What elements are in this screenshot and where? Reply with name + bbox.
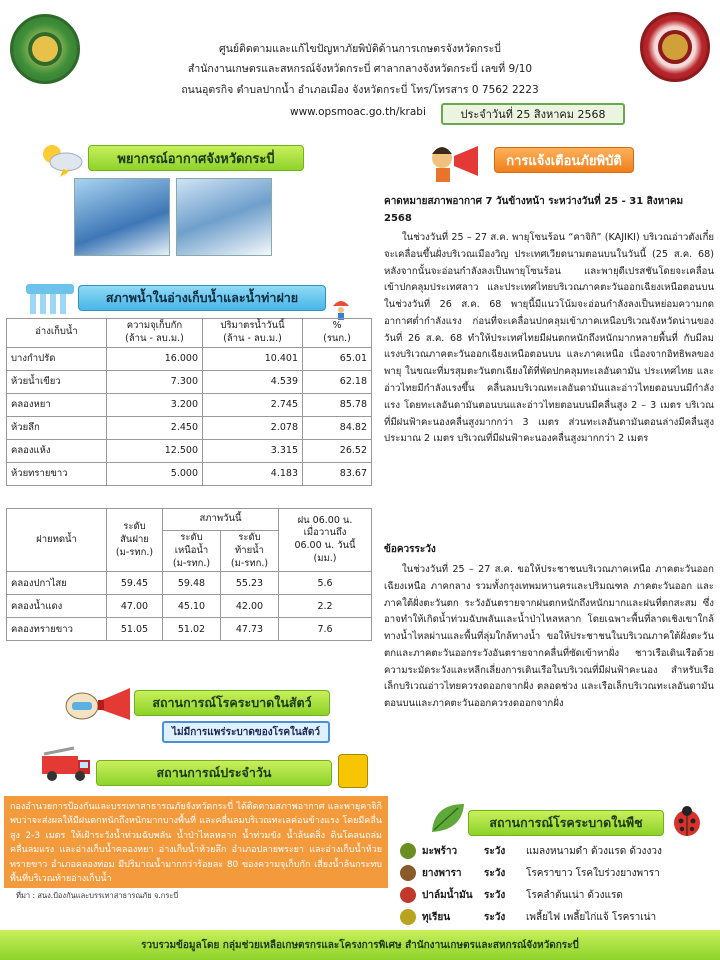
weir-value: 51.05: [107, 618, 163, 641]
weather-forecast-image-1[interactable]: [74, 178, 170, 256]
reservoir-value: 65.01: [303, 347, 372, 370]
reservoir-value: 62.18: [303, 370, 372, 393]
alert-level: ระวัง: [484, 845, 506, 857]
reservoir-value: 16.000: [107, 347, 203, 370]
reservoir-name: ห้วยลึก: [7, 416, 107, 439]
megaphone-kid-icon: [428, 140, 498, 182]
footer-credit: รวบรวมข้อมูลโดย กลุ่มช่วยเหลือเกษตรกรและโครงการพิเศษ สำนักงานเกษตรและสหกรณ์จังหวัดกระบี่: [0, 930, 720, 960]
animal-status-box: ไม่มีการแพร่ระบาดของโรคในสัตว์: [162, 721, 330, 743]
weir-name: คลองปกาไสย: [7, 572, 107, 595]
weir-name: คลองทรายขาว: [7, 618, 107, 641]
ladybug-icon: [670, 804, 704, 838]
crop-name: ปาล์มน้ำมัน: [422, 889, 473, 901]
crop-icon: [400, 909, 416, 925]
reservoir-row: [7, 416, 372, 439]
website-link[interactable]: www.opsmoac.go.th/krabi: [290, 106, 426, 118]
crop-name: ยางพารา: [422, 867, 462, 879]
reservoir-name: ห้วยทรายขาว: [7, 462, 107, 485]
reservoir-value: 5.000: [107, 462, 203, 485]
weather-section-title: พยากรณ์อากาศจังหวัดกระบี่: [88, 145, 304, 171]
crop-name: ทุเรียน: [422, 911, 451, 923]
weir-name: คลองน้ำแดง: [7, 595, 107, 618]
animal-section-title: สถานการณ์โรคระบาดในสัตว์: [134, 690, 330, 716]
weir-header-name: ฝายทดน้ำ: [7, 509, 107, 572]
weir-value: 47.73: [221, 618, 279, 641]
reservoir-value: 3.315: [203, 439, 303, 462]
alert-level: ระวัง: [484, 867, 506, 879]
reservoir-value: 3.200: [107, 393, 203, 416]
reservoir-value: 26.52: [303, 439, 372, 462]
reservoir-row: [7, 347, 372, 370]
weir-value: 7.6: [279, 618, 372, 641]
weir-value: 55.23: [221, 572, 279, 595]
crop-icon: [400, 887, 416, 903]
weir-header-upstream: ระดับ เหนือน้ำ (ม-รทก.): [163, 531, 221, 572]
reservoir-row: [7, 393, 372, 416]
crop-icon: [400, 865, 416, 881]
plant-row: [400, 840, 710, 862]
report-date: ประจำวันที่ 25 สิงหาคม 2568: [441, 103, 625, 125]
pest-list: แมลงหนามดำ ด้วงแรด ด้วงงวง: [526, 845, 662, 857]
cow-megaphone-icon: [60, 682, 140, 722]
daily-situation-text: กองอำนวยการป้องกันและบรรเทาสาธารณภัยจังหวัดกระบี่ ได้ติดตามสภาพอากาศ และพายุคาจิกิ พบว่าจะส่งผลให้มีฝนตกหนักถึงหนักมากบางพื้นที่ และคลื่นลมบริเวณทะเลค่อนข้างแรง โดยมีคลื่น สูง 2-3 เมตร ให้เฝ้าระวังน้ำท่วมฉับพลัน น้ำป่าไหลหลาก น้ำท่วมขัง น้ำล้นตลิ่ง ดินโคลนถล่ม คลื่นลมแรง และอ่างเก็บน้ำคลองหยา อ่างเก็บน้ำห้วยลึก อำเภอปลายพระยา และอ่างเก็บน้ำห้วยทรายขาว อำเภอคลองท่อม มีปริมาณน้ำมากกว่าร้อยละ 80 ของความจุเก็บกัก เสี่ยงน้ำล้นกระทบพื้นที่บริเวณท้ายอ่างเก็บน้ำ: [10, 802, 382, 884]
pest-list: โรคราขาว โรคใบร่วงยางพารา: [526, 867, 660, 879]
crop-icon: [400, 843, 416, 859]
plant-section-title: สถานการณ์โรคระบาดในพืช: [468, 810, 664, 836]
reservoir-header-percent: % (รนก.): [303, 319, 372, 348]
reservoir-header-volume: ปริมาตรน้ำวันนี้ (ล้าน - ลบ.ม.): [203, 319, 303, 348]
plant-row: [400, 862, 710, 884]
alert-level: ระวัง: [484, 889, 506, 901]
alert-caution-text: ในช่วงวันที่ 25 – 27 ส.ค. ขอให้ประชาชนบริเวณภาคเหนือ ภาคตะวันออกเฉียงเหนือ ภาคกลาง รวมทั้งกรุงเทพมหานครและปริมณฑล ภาคตะวันออก และภาคใต้ฝั่งตะวันตก ระวังอันตรายจากฝนตกหนักถึงหนักมากและฝนที่ตกสะสม ซึ่งอาจทำให้เกิดน้ำท่วมฉับพลันและน้ำป่าไหลหลาก โดยเฉพาะพื้นที่ลาดเชิงเขาใกล้ทางน้ำไหลผ่านและพื้นที่ลุ่มใกล้ทางน้ำ ขอให้ประชาชนในบริเวณภาคใต้ฝั่งตะวันตกและภาคตะวันออกระวังอันตรายจากคลื่นที่ซัดเข้าหาฝั่ง ชาวเรือเดินเรือด้วยความระมัดระวังและหลีกเลี่ยงการเดินเรือในบริเวณที่มีฝนฟ้าคะนอง สำหรับเรือเล็กบริเวณอ่าวไทยควรงดออกจากฝั่ง ตลอดช่วง และเรือเล็กบริเวณทะเลอันดามันตอนบนและภาคตะวันออกควรงดออกจากฝั่ง: [384, 564, 714, 710]
alert-level: ระวัง: [484, 911, 506, 923]
alert-caution-title: ข้อควรระวัง: [384, 544, 436, 555]
reservoir-value: 84.82: [303, 416, 372, 439]
weir-value: 2.2: [279, 595, 372, 618]
weir-header-downstream: ระดับ ท้ายน้ำ (ม-รทก.): [221, 531, 279, 572]
plant-row: [400, 884, 710, 906]
reservoir-name: ห้วยน้ำเขียว: [7, 370, 107, 393]
person-umbrella-icon: [332, 298, 350, 320]
reservoir-value: 4.539: [203, 370, 303, 393]
reservoir-value: 4.183: [203, 462, 303, 485]
reservoir-name: คลองหยา: [7, 393, 107, 416]
weir-value: 51.02: [163, 618, 221, 641]
reservoir-value: 2.745: [203, 393, 303, 416]
weir-header-rain: ฝน 06.00 น. เมื่อวานถึง 06.00 น. วันนี้ (มม.): [279, 509, 372, 572]
plant-row: [400, 906, 710, 928]
alert-section-title: การแจ้งเตือนภัยพิบัติ: [494, 147, 634, 173]
leaf-icon: [428, 800, 468, 836]
weir-value: 59.48: [163, 572, 221, 595]
crop-name: มะพร้าว: [422, 845, 458, 857]
weir-row: [7, 572, 372, 595]
alert-forecast-body: [384, 230, 714, 448]
alert-caution-body: [384, 562, 714, 713]
weir-value: 42.00: [221, 595, 279, 618]
reservoir-row: [7, 370, 372, 393]
alert-forecast-title: คาดหมายสภาพอากาศ 7 วันข้างหน้า ระหว่างวันที่ 25 - 31 สิงหาคม 2568: [384, 196, 684, 224]
reservoir-value: 10.401: [203, 347, 303, 370]
fire-truck-icon: [40, 744, 92, 784]
weir-row: [7, 618, 372, 641]
weir-value: 5.6: [279, 572, 372, 595]
pest-list: โรคลำต้นเน่า ด้วงแรด: [526, 889, 623, 901]
reservoir-name: บางกำปรัด: [7, 347, 107, 370]
weir-table: [6, 508, 372, 641]
reservoir-table: [6, 318, 372, 486]
plant-disease-list: [400, 840, 710, 928]
reservoir-value: 2.078: [203, 416, 303, 439]
reservoir-value: 83.67: [303, 462, 372, 485]
weir-value: 45.10: [163, 595, 221, 618]
daily-source: ที่มา : สนง.ป้องกันและบรรเทาสาธารณภัย จ.กระบี่: [16, 891, 179, 900]
reservoir-row: [7, 439, 372, 462]
weather-map-image-2[interactable]: [176, 178, 272, 256]
weir-row: [7, 595, 372, 618]
reservoir-value: 7.300: [107, 370, 203, 393]
daily-situation-box: [4, 796, 388, 888]
header-line-2: สำนักงานเกษตรและสหกรณ์จังหวัดกระบี่ ศาลากลางจังหวัดกระบี่ เลขที่ 9/10: [187, 63, 533, 75]
dam-icon: [24, 276, 76, 316]
pest-list: เพลี้ยไฟ เพลี้ยไก่แจ้ โรคราเน่า: [526, 911, 657, 923]
reservoir-row: [7, 462, 372, 485]
reservoir-header-name: อ่างเก็บน้ำ: [7, 319, 107, 348]
weather-icon: [36, 140, 86, 178]
reservoir-value: 2.450: [107, 416, 203, 439]
weir-header-crest: ระดับ สันฝาย (ม-รทก.): [107, 509, 163, 572]
weir-value: 47.00: [107, 595, 163, 618]
disaster-agency-logo: [338, 754, 368, 788]
weir-value: 59.45: [107, 572, 163, 595]
alert-forecast-text: ในช่วงวันที่ 25 – 27 ส.ค. พายุโซนร้อน “คาจิกิ” (KAJIKI) บริเวณอ่าวตังเกี๋ย จะเคลื่อนขึ้นฝั่งบริเวณเมืองวิญ ประเทศเวียดนามตอนบนในวันนี้ (25 ส.ค. 68) หลังจากนั้นจะอ่อนกำลังลงเป็นพายุโซนร้อน และพายุดีเปรสชันโดยจะเคลื่อนเข้าปกคลุมประเทศลาว และประเทศไทยบริเวณภาคตะวันออกเฉียงเหนือตอนบนในช่วงวันที่ 26 ส.ค. 68 พายุนี้มีแนวโน้มจะอ่อนกำลังลงเป็นหย่อมความกดอากาศต่ำกำลังแรง ก่อนที่จะเคลื่อนปกคลุมเข้าภาคเหนือบริเวณจังหวัดน่านของวันที่ 26 ส.ค. 68 ทำให้ประเทศไทยมีฝนตกหนักถึงหนักมากหลายพื้นที่ กับมีลมแรงบริเวณภาคตะวันออกเฉียงเหนือตอนบน และภาคเหนือ เนื่องจากอิทธิพลของพายุ ในขณะที่มรสุมตะวันตกเฉียงใต้ที่พัดปกคลุมทะเลอันดามัน ประเทศไทย และอ่าวไทยมีกำลังแรงขึ้น คลื่นลมบริเวณทะเลอันดามันและอ่าวไทยตอนบนมีกำลังแรง โดยทะเลอันดามันตอนบนและอ่าวไทยตอนบนมีคลื่นสูง 2 – 3 เมตร บริเวณที่มีฝนฟ้าคะนองคลื่นสูงมากกว่า 3 เมตร ส่วนทะเลอันดามันตอนล่างมีคลื่นสูงประมาณ 2 เมตร บริเวณที่มีฝนฟ้าคะนองคลื่นสูงมากกว่า 2 เมตร: [384, 232, 714, 445]
weir-header-today: สภาพวันนี้: [163, 509, 279, 531]
reservoir-header-capacity: ความจุเก็บกัก (ล้าน - ลบ.ม.): [107, 319, 203, 348]
reservoir-value: 85.78: [303, 393, 372, 416]
reservoir-value: 12.500: [107, 439, 203, 462]
reservoir-section-title: สภาพน้ำในอ่างเก็บน้ำและน้ำท่าฝาย: [78, 285, 326, 311]
header-line-3: ถนนอุตรกิจ ตำบลปากน้ำ อำเภอเมือง จังหวัดกระบี่ โทร/โทรสาร 0 7562 2223: [181, 84, 539, 96]
reservoir-name: คลองแห้ง: [7, 439, 107, 462]
daily-section-title: สถานการณ์ประจำวัน: [96, 760, 332, 786]
header-line-1: ศูนย์ติดตามและแก้ไขปัญหาภัยพิบัติด้านการเกษตรจังหวัดกระบี่: [219, 43, 501, 55]
